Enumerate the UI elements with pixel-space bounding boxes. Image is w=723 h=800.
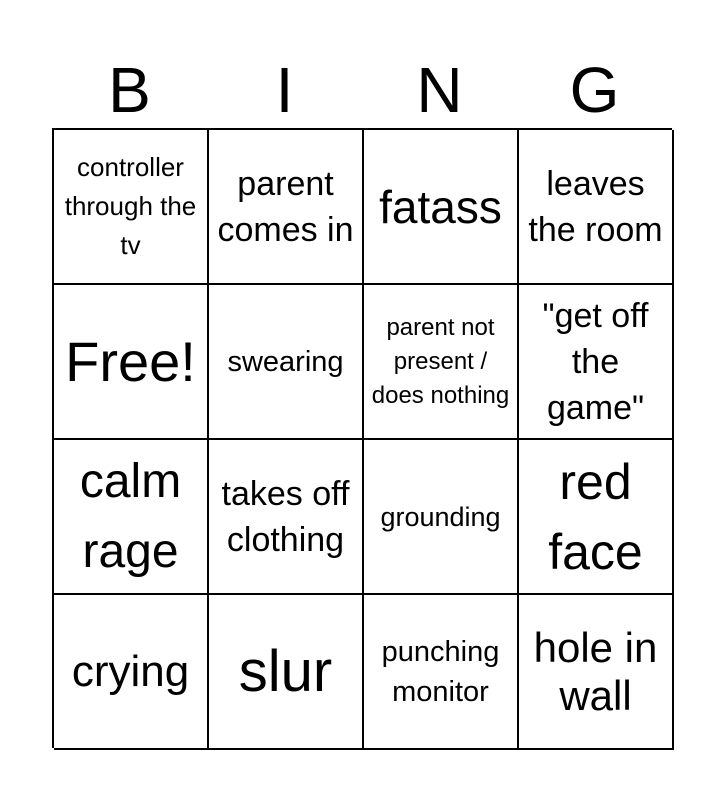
header-letter-n: N (416, 54, 463, 126)
header-letter-i: I (275, 54, 294, 126)
cell-text: controller through the tv (64, 152, 197, 260)
cell-text: hole in wall (533, 623, 658, 719)
cell-text: parent not present / does nothing (371, 313, 510, 409)
bingo-header (52, 52, 672, 128)
bingo-cell-4-3[interactable] (364, 595, 519, 750)
cell-text: red face (548, 453, 643, 580)
bingo-grid (52, 128, 672, 748)
cell-text: swearing (227, 345, 344, 378)
cell-text: grounding (380, 501, 501, 532)
cell-text: takes off clothing (221, 474, 350, 559)
cell-text: crying (71, 647, 190, 696)
header-letter-g: G (569, 54, 620, 126)
bingo-cell-2-3[interactable] (364, 285, 519, 440)
bingo-cell-2-4[interactable] (519, 285, 674, 440)
bingo-cell-4-4[interactable] (519, 595, 674, 750)
cell-text: parent comes in (217, 164, 354, 249)
bingo-cell-1-4[interactable] (519, 130, 674, 285)
free-space-text: Free! (65, 329, 196, 393)
bingo-cell-2-2[interactable] (209, 285, 364, 440)
cell-text: calm rage (79, 454, 182, 578)
bingo-cell-1-1[interactable] (54, 130, 209, 285)
cell-text: slur (238, 638, 333, 704)
bingo-cell-3-3[interactable] (364, 440, 519, 595)
header-letter-b: B (108, 54, 151, 126)
bingo-cell-3-1[interactable] (54, 440, 209, 595)
cell-text: leaves the room (528, 164, 663, 249)
bingo-cell-4-1[interactable] (54, 595, 209, 750)
bingo-cell-2-1[interactable] (54, 285, 209, 440)
cell-text: fatass (379, 180, 502, 233)
bingo-cell-1-2[interactable] (209, 130, 364, 285)
bingo-cell-3-4[interactable] (519, 440, 674, 595)
bingo-cell-4-2[interactable] (209, 595, 364, 750)
bingo-cell-3-2[interactable] (209, 440, 364, 595)
bingo-cell-1-3[interactable] (364, 130, 519, 285)
cell-text: "get off the game" (542, 296, 649, 427)
cell-text: punching monitor (381, 635, 500, 708)
